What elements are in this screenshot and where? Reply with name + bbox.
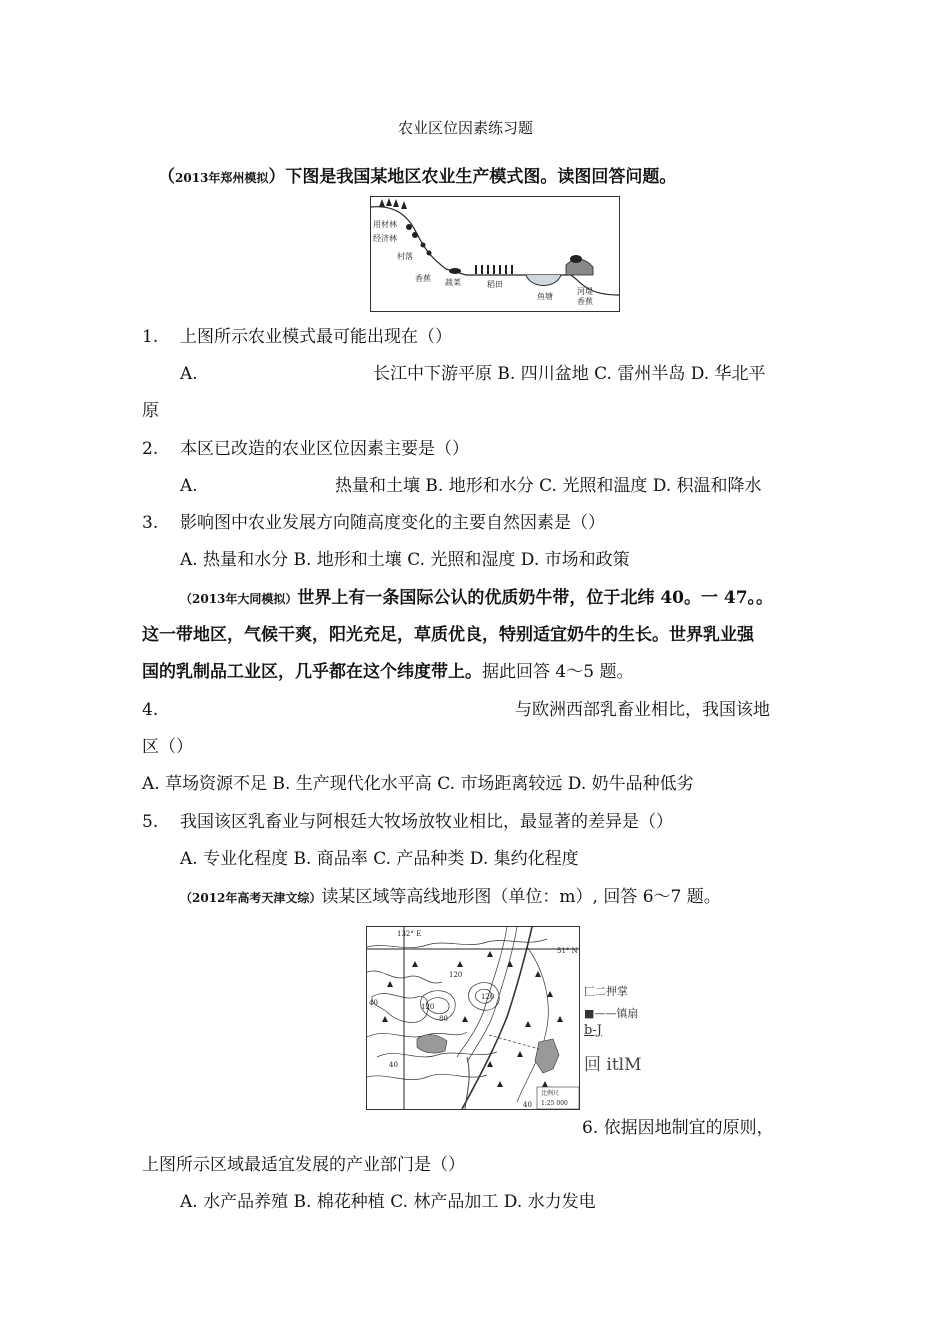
label-vegetable: 蔬菜	[445, 278, 461, 287]
contour-map-diagram	[367, 927, 579, 1109]
q6-tail: 上图所示区域最适宜发展的产业部门是（）	[142, 1155, 465, 1175]
contour-label-40-c: 40	[523, 1101, 532, 1109]
contour-label-120-b: 120	[421, 1003, 435, 1011]
figure-contour-map	[366, 926, 580, 1110]
q4-options: A. 草场资源不足 B. 生产现代化水平高 C. 市场距离较远 D. 奶牛品种低劣	[142, 774, 694, 794]
label-banana: 香蕉	[415, 274, 431, 283]
map-longitude-label: 132° E	[397, 930, 422, 938]
q1-tail: 原	[142, 401, 159, 421]
intro-1-source: 2013年郑州模拟	[175, 171, 269, 185]
q4-stem: 与欧洲西部乳畜业相比，我国该地	[515, 700, 770, 720]
q1-options: 长江中下游平原 B. 四川盆地 C. 雷州半岛 D. 华北平	[373, 364, 766, 384]
intro-1-text: 下图是我国某地区农业生产模式图。读图回答问题。	[285, 167, 677, 187]
figure-agri-model	[370, 196, 620, 312]
intro-2-line3: 国的乳制品工业区，几乎都在这个纬度带上。据此回答 4〜5 题。	[142, 662, 634, 682]
map-legend-4: 回 itlM	[584, 1055, 642, 1075]
label-village: 村落	[397, 252, 413, 261]
map-latitude-label: 51° N	[557, 947, 578, 955]
q1-a-letter: A.	[180, 364, 198, 384]
scale-value: 1:25 000	[541, 1100, 568, 1107]
q2-num: 2.	[142, 439, 159, 459]
label-levee-banana: 香蕉	[577, 297, 593, 306]
q5-num: 5.	[142, 812, 159, 832]
q1-stem: 上图所示农业模式最可能出现在（）	[180, 327, 452, 347]
map-legend-1: 匚二押掌	[584, 985, 628, 998]
label-economic-forest: 经济林	[373, 234, 397, 243]
contour-label-120-c: 120	[481, 993, 495, 1001]
contour-label-40-b: 40	[389, 1061, 398, 1069]
contour-label-120-a: 120	[449, 971, 463, 979]
q4-tail: 区（）	[142, 737, 193, 757]
label-timber-forest: 用材林	[373, 220, 397, 229]
q3-num: 3.	[142, 513, 159, 533]
q6-stem: 6. 依据因地制宜的原则，	[582, 1118, 774, 1138]
q4-num: 4.	[142, 700, 159, 720]
map-legend-2: ■——镇扇	[584, 1007, 639, 1020]
scale-title: 比例尺	[541, 1090, 560, 1097]
q6-options: A. 水产品养殖 B. 棉花种植 C. 林产品加工 D. 水力发电	[180, 1192, 596, 1212]
intro-1: （2013年郑州模拟）下图是我国某地区农业生产模式图。读图回答问题。	[158, 167, 677, 187]
agri-model-diagram	[371, 197, 619, 311]
q2-stem: 本区已改造的农业区位因素主要是（）	[180, 439, 469, 459]
intro-2-line2: 这一带地区，气候干爽，阳光充足，草质优良，特别适宜奶牛的生长。世界乳业强	[142, 625, 754, 645]
label-rice-field: 稻田	[487, 280, 503, 289]
q3-options: A. 热量和水分 B. 地形和土壤 C. 光照和湿度 D. 市场和政策	[180, 550, 630, 570]
q5-options: A. 专业化程度 B. 商品率 C. 产品种类 D. 集约化程度	[180, 849, 579, 869]
label-levee: 河堤	[577, 287, 593, 296]
q1-num: 1.	[142, 327, 159, 347]
intro-2-line1: （2013年大同模拟）世界上有一条国际公认的优质奶牛带，位于北纬 40。一 47。。	[180, 588, 774, 608]
page-title: 农业区位因素练习题	[398, 119, 534, 137]
map-legend-3: b-J	[584, 1023, 602, 1038]
q2-options: 热量和土壤 B. 地形和水分 C. 光照和温度 D. 积温和降水	[335, 476, 762, 496]
intro-2-source: （2013年大同模拟）	[180, 592, 298, 606]
intro-3: （2012年高考天津文综）读某区域等高线地形图（单位：m）, 回答 6〜7 题。	[180, 887, 721, 907]
q2-a-letter: A.	[180, 476, 198, 496]
label-fish-pond: 鱼塘	[537, 292, 553, 301]
contour-label-40-a: 40	[369, 999, 378, 1007]
intro-3-source: （2012年高考天津文综）	[180, 891, 322, 905]
q5-stem: 我国该区乳畜业与阿根廷大牧场放牧业相比，最显著的差异是（）	[180, 812, 673, 832]
q3-stem: 影响图中农业发展方向随高度变化的主要自然因素是（）	[180, 513, 605, 533]
contour-label-80: 80	[439, 1015, 448, 1023]
